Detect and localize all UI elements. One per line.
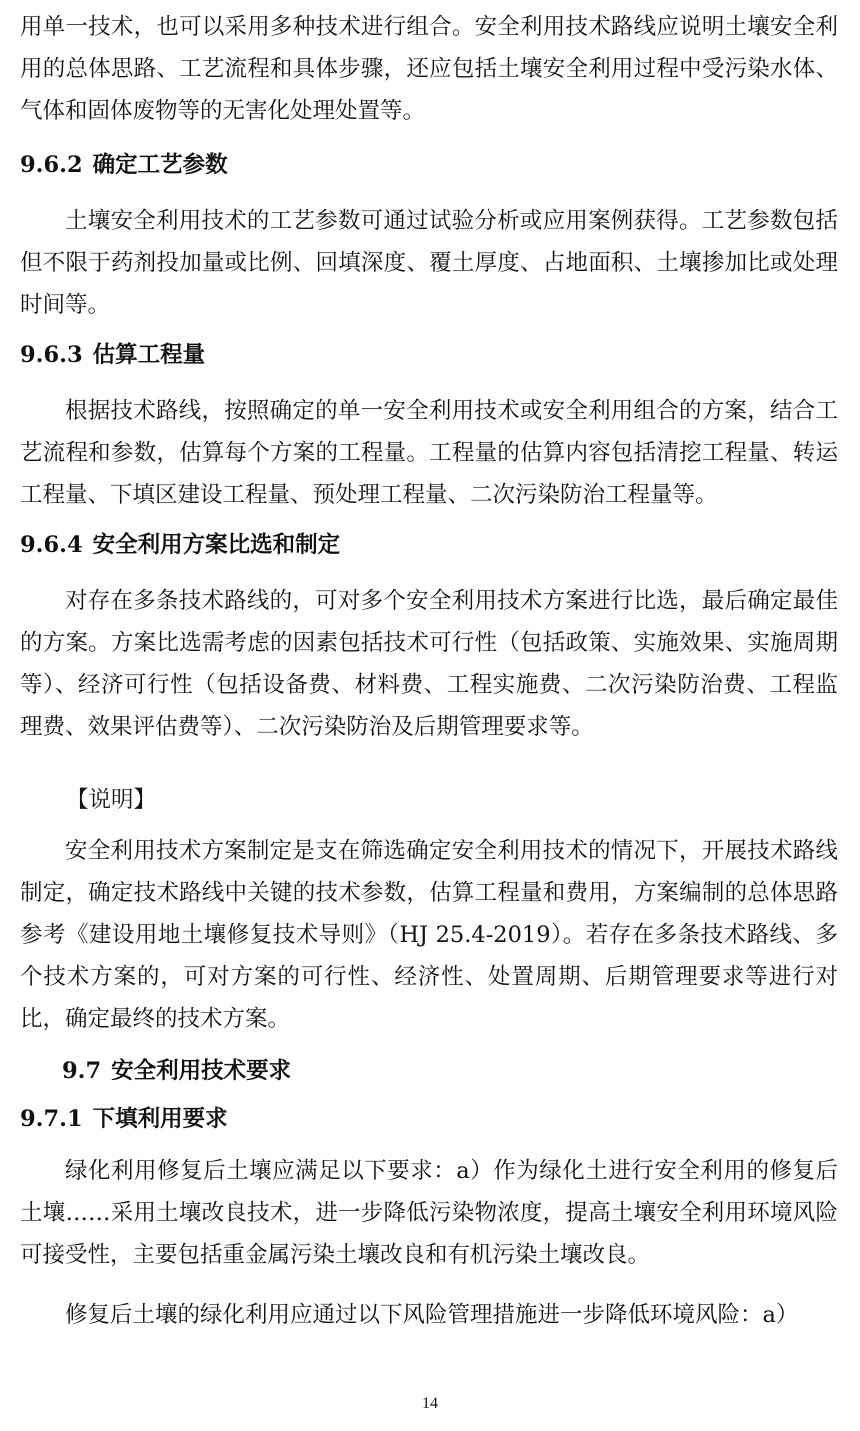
section-title: 安全利用技术要求 — [111, 1058, 292, 1084]
section-number: 9.6.4 — [20, 532, 83, 558]
section-heading-9-6-4 — [20, 530, 340, 560]
section-number: 9.6.3 — [20, 342, 83, 368]
section-title: 下填利用要求 — [92, 1106, 228, 1132]
section-body-9-6-2: 土壤安全利用技术的工艺参数可通过试验分析或应用案例获得。工艺参数包括但不限于药剂投加量或比例、回填深度、覆土厚度、占地面积、土壤掺加比或处理时间等。 — [20, 208, 838, 318]
section-body-9-6-3: 根据技术路线，按照确定的单一安全利用技术或安全利用组合的方案，结合工艺流程和参数，估算每个方案的工程量。工程量的估算内容包括清挖工程量、转运工程量、下填区建设工程量、预处理工程量、二次污染防治工程量等。 — [20, 398, 838, 508]
page-number: 14 — [422, 1395, 438, 1412]
section-title: 安全利用方案比选和制定 — [92, 532, 341, 558]
section-number: 9.6.2 — [20, 152, 83, 178]
section-heading-9-7 — [62, 1056, 291, 1086]
section-heading-9-6-2 — [20, 150, 228, 180]
section-heading-9-6-3 — [20, 340, 205, 370]
section-title: 估算工程量 — [92, 342, 206, 368]
section-body-9-7-1-second: 修复后土壤的绿化利用应通过以下风险管理措施进一步降低环境风险：a） — [65, 1302, 799, 1328]
section-body-9-6-4: 对存在多条技术路线的，可对多个安全利用技术方案进行比选，最后确定最佳的方案。方案比选需考虑的因素包括技术可行性（包括政策、实施效果、实施周期等）、经济可行性（包括设备费、材料费、工程实施费、二次污染防治费、工程监理费、效果评估费等）、二次污染防治及后期管理要求等。 — [20, 588, 838, 740]
section-heading-9-7-1 — [20, 1104, 228, 1134]
section-number: 9.7 — [62, 1058, 102, 1084]
section-title: 确定工艺参数 — [92, 152, 228, 178]
section-body-9-7-1-first: 绿化利用修复后土壤应满足以下要求：a）作为绿化土进行安全利用的修复后土壤……采用土壤改良技术，进一步降低污染物浓度，提高土壤安全利用环境风险可接受性，主要包括重金属污染土壤改良和有机污染土壤改良。 — [20, 1158, 838, 1268]
note-label: 【说明】 — [66, 787, 157, 813]
note-body: 安全利用技术方案制定是支在筛选确定安全利用技术的情况下，开展技术路线制定，确定技术路线中关键的技术参数，估算工程量和费用，方案编制的总体思路参考《建设用地土壤修复技术导则》（HJ 25.4-2019）。若存在多条技术路线、多个技术方案的，可对方案的可行性、经济性、处置周期、后期管理要求等进行对比，确定最终的技术方案。 — [20, 838, 838, 1032]
intro-paragraph: 用单一技术，也可以采用多种技术进行组合。安全利用技术路线应说明土壤安全利用的总体思路、工艺流程和具体步骤，还应包括土壤安全利用过程中受污染水体、气体和固体废物等的无害化处理处置等。 — [20, 14, 838, 124]
section-number: 9.7.1 — [20, 1106, 83, 1132]
